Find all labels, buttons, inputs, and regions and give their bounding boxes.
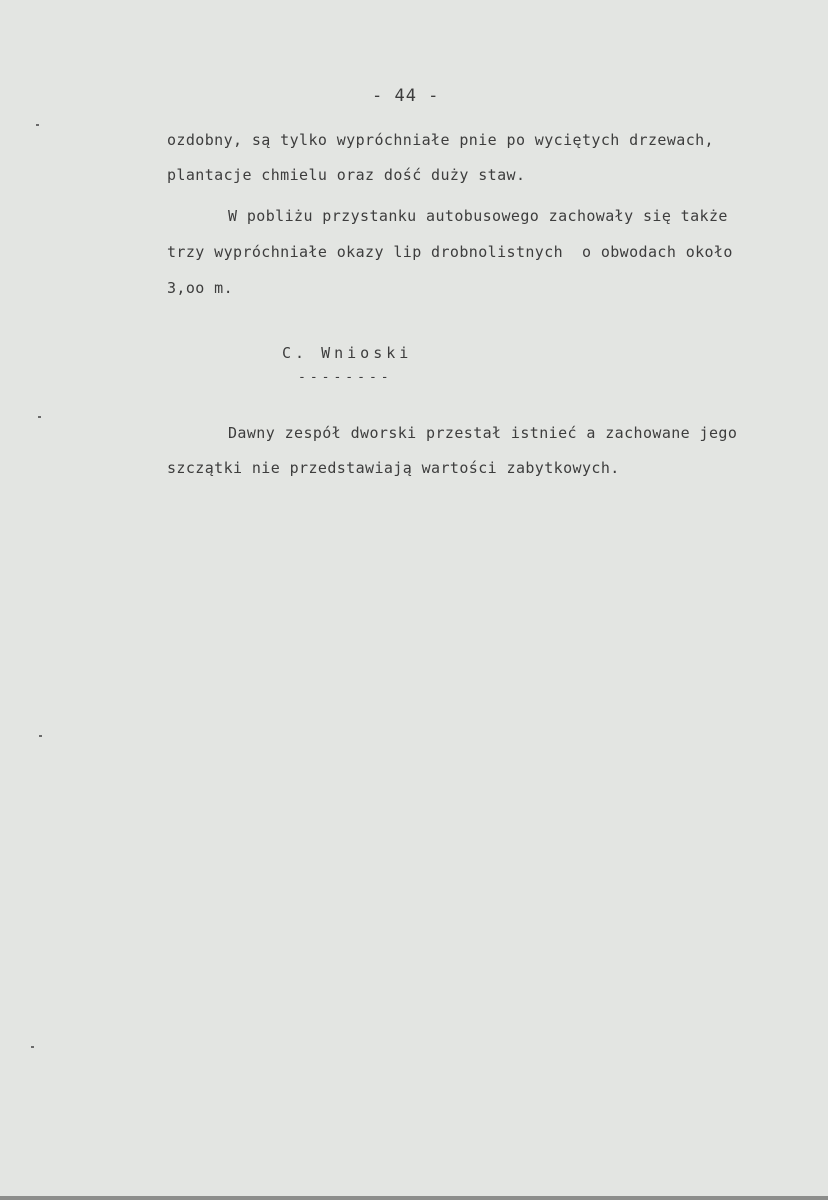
paragraph-3-line-2: szczątki nie przedstawiają wartości zabytkowych. [167,459,620,477]
paper-speck [38,416,41,418]
paragraph-3-line-1: Dawny zespół dworski przestał istnieć a zachowane jego [228,424,738,442]
paper-speck [39,735,42,737]
section-heading: C. Wnioski [282,344,413,362]
paragraph-2-line-1: W pobliżu przystanku autobusowego zachowały się także [228,207,728,225]
section-heading-underline: -------- [298,370,393,385]
paper-speck [36,124,39,126]
page-number: - 44 - [372,86,440,106]
scan-bottom-edge [0,1196,828,1200]
paragraph-1-line-2: plantacje chmielu oraz dość duży staw. [167,166,526,184]
paper-speck [31,1046,34,1048]
paragraph-2-line-3: 3,oo m. [167,279,234,297]
paragraph-2-line-2: trzy wypróchniałe okazy lip drobnolistnych o obwodach około [167,243,733,261]
paragraph-1-line-1: ozdobny, są tylko wypróchniałe pnie po wyciętych drzewach, [167,131,714,149]
